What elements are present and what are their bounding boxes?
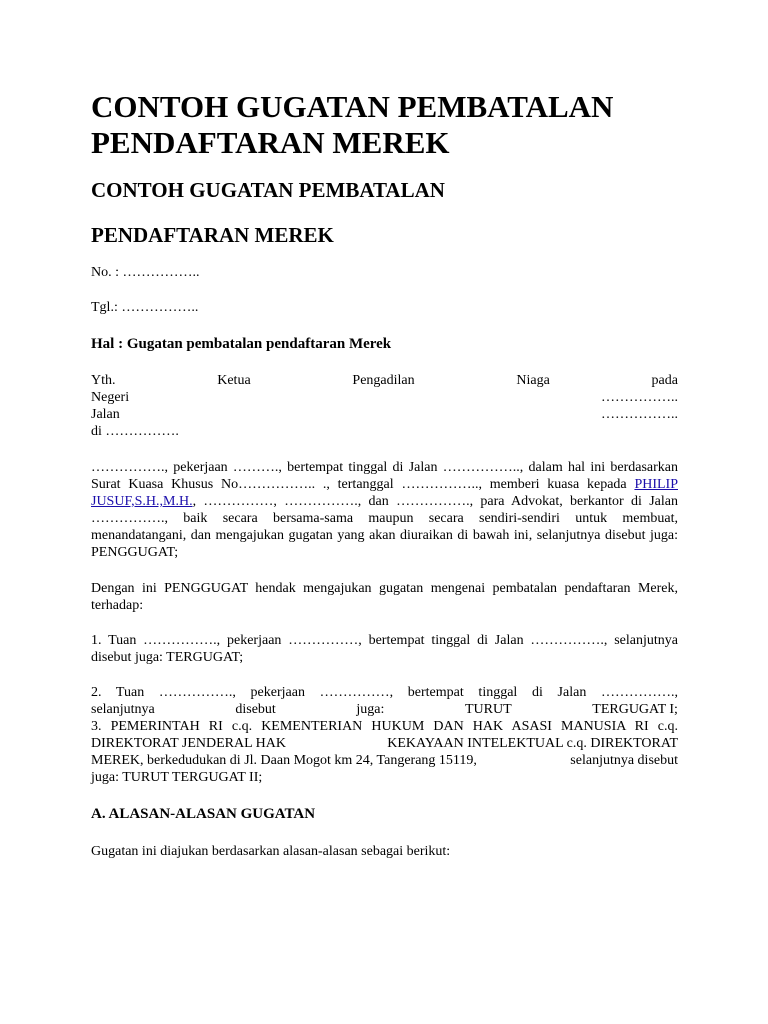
item3-line-2 (91, 735, 678, 752)
letter-number: No. : …………….. (91, 265, 200, 280)
document-title: CONTOH GUGATAN PEMBATALAN PENDAFTARAN MEREK (91, 89, 614, 160)
item3-segment: selanjutnya disebut (570, 753, 678, 768)
item3-line-3 (91, 752, 678, 769)
paragraph-text: , ……………, ……………., dan ……………., para Advokat, berkantor di Jalan ……………., baik secara bersama-sama maupun secara sendiri-sendiri untuk membuat, menandatangani, dan mengajukan gugatan yang akan diuraikan di bawah ini, selanjutnya disebut juga: PENGGUGAT; (91, 494, 678, 560)
paragraph-intent: Dengan ini PENGGUGAT hendak mengajukan gugatan mengenai pembatalan pendaftaran Merek, terhadap: (91, 581, 678, 613)
address-line-yth (91, 372, 678, 389)
defendant-items-2-3 (91, 684, 678, 786)
address-word: Pengadilan (352, 373, 415, 388)
item2-word: juga: (356, 702, 385, 717)
address-word: Niaga (516, 373, 550, 388)
recipient-address (91, 372, 678, 440)
address-line-negeri (91, 389, 678, 406)
address-negeri-label: Negeri (91, 390, 130, 405)
letter-date: Tgl.: …………….. (91, 300, 199, 315)
defendant-item-1: 1. Tuan ……………., pekerjaan ……………, bertempat tinggal di Jalan ……………., selanjutnya disebut juga: TERGUGAT; (91, 633, 678, 665)
item3-segment: DIREKTORAT JENDERAL HAK (91, 736, 286, 751)
address-line-jalan (91, 406, 678, 423)
item3-line-1: 3. PEMERINTAH RI c.q. KEMENTERIAN HUKUM DAN HAK ASASI MANUSIA RI c.q. (91, 719, 678, 734)
address-jalan-label: Jalan (91, 407, 120, 422)
advocate-link[interactable]: PHILIP JUSUF,S.H.,M.H. (91, 477, 678, 509)
address-word: Yth. (91, 373, 116, 388)
item2-word: TURUT (465, 702, 512, 717)
item2-line-2 (91, 701, 678, 718)
item2-word: TERGUGAT I; (592, 702, 678, 717)
letter-subject: Hal : Gugatan pembatalan pendaftaran Merek (91, 336, 392, 352)
item2-word: disebut (235, 702, 276, 717)
paragraph-penggugat (91, 459, 678, 561)
address-word: Ketua (217, 373, 251, 388)
item3-segment: MEREK, berkedudukan di Jl. Daan Mogot km 24, Tangerang 15119, (91, 753, 477, 768)
item2-word: selanjutnya (91, 702, 155, 717)
subtitle-line-2: PENDAFTARAN MEREK (91, 223, 334, 247)
item2-line-1: 2. Tuan ……………., pekerjaan ……………, bertempat tinggal di Jalan ……………., (91, 685, 678, 700)
item3-segment: KEKAYAAN INTELEKTUAL c.q. DIREKTORAT (387, 736, 678, 751)
address-line-di: di ……………. (91, 424, 179, 439)
address-negeri-dots: …………….. (601, 390, 678, 405)
item3-line-4: juga: TURUT TERGUGAT II; (91, 770, 263, 785)
address-jalan-dots: …………….. (601, 407, 678, 422)
address-word: pada (651, 373, 678, 388)
subtitle-line-1: CONTOH GUGATAN PEMBATALAN (91, 178, 445, 202)
paragraph-text: ……………., pekerjaan ………., bertempat tinggal di Jalan …………….., dalam hal ini berdasarkan Surat Kuasa Khusus No…………….. ., tertanggal …………….., memberi kuasa kepada (91, 460, 678, 492)
paragraph-reasons: Gugatan ini diajukan berdasarkan alasan-alasan sebagai berikut: (91, 844, 451, 859)
section-a-heading: A. ALASAN-ALASAN GUGATAN (91, 806, 316, 822)
